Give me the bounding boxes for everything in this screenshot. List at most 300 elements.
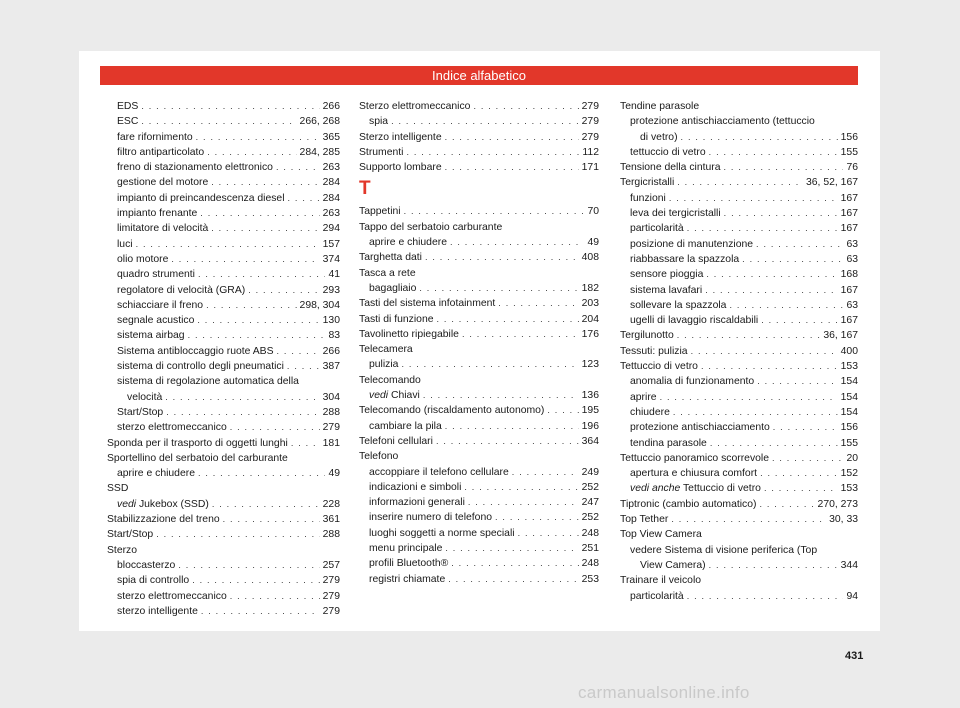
index-term-text: fare rifornimento <box>117 131 193 143</box>
index-term-text: Sponda per il trasporto di oggetti lunghi <box>107 437 288 449</box>
index-entry <box>620 374 858 389</box>
index-term-text: riabbassare la spazzola <box>630 253 740 265</box>
index-term <box>117 160 273 175</box>
index-page-ref: 83 <box>328 330 340 342</box>
watermark: carmanualsonline.info <box>578 683 750 702</box>
index-entry <box>107 237 340 252</box>
page-number: 431 <box>845 650 864 662</box>
index-page-ref: 155 <box>840 146 858 158</box>
index-term <box>117 191 285 206</box>
index-term-text: sistema lavafari <box>630 284 703 296</box>
index-term-text: funzioni <box>630 192 666 204</box>
dot-leader <box>706 267 837 282</box>
dot-leader <box>512 465 579 480</box>
index-entry <box>620 420 858 435</box>
index-entry <box>620 298 858 313</box>
index-page-ref: 279 <box>581 116 599 128</box>
index-entry <box>107 313 340 328</box>
index-term-text: inserire numero di telefono <box>369 512 493 524</box>
index-page-ref: 279 <box>322 605 340 617</box>
dot-leader <box>291 436 320 451</box>
index-page-ref: 30, 33 <box>829 514 858 526</box>
dot-leader <box>136 237 320 252</box>
index-entry <box>620 543 858 558</box>
index-term-text: Tappo del serbatoio carburante <box>359 221 503 233</box>
index-term-text: Tettuccio di vetro <box>682 483 761 495</box>
index-term-text: posizione di manutenzione <box>630 238 754 250</box>
dot-leader <box>178 558 319 573</box>
index-term <box>117 405 163 420</box>
index-entry <box>359 388 599 403</box>
index-page-ref: 251 <box>581 543 599 555</box>
index-term-text: Telefono <box>359 451 399 463</box>
index-page-ref: 288 <box>322 529 340 541</box>
index-term-text: Tensione della cintura <box>620 162 721 174</box>
dot-leader <box>448 572 578 587</box>
index-entry <box>107 543 340 558</box>
index-entry <box>620 497 858 512</box>
dot-leader <box>406 145 579 160</box>
index-term-text: Tergicristalli <box>620 177 675 189</box>
index-entry <box>620 99 858 114</box>
index-page-ref: 94 <box>846 590 858 602</box>
index-page-ref: 248 <box>581 527 599 539</box>
dot-leader <box>445 160 579 175</box>
index-term <box>630 374 754 389</box>
index-term <box>369 480 461 495</box>
index-term <box>117 466 195 481</box>
index-entry <box>359 145 599 160</box>
dot-leader <box>677 328 821 343</box>
index-entry <box>107 130 340 145</box>
dot-leader <box>498 296 578 311</box>
index-entry <box>359 220 599 235</box>
index-term <box>359 220 502 235</box>
index-term-text: Top Tether <box>620 514 669 526</box>
index-entry <box>620 283 858 298</box>
index-entry <box>620 191 858 206</box>
index-entry <box>359 235 599 250</box>
dot-leader <box>211 221 319 236</box>
index-term <box>369 235 447 250</box>
index-entry <box>620 114 858 129</box>
index-entry <box>359 312 599 327</box>
index-term <box>369 510 492 525</box>
index-entry <box>107 328 340 343</box>
index-page-ref: 279 <box>322 422 340 434</box>
dot-leader <box>756 237 843 252</box>
index-page-ref: 167 <box>840 315 858 327</box>
index-term <box>359 449 398 464</box>
index-entry <box>359 373 599 388</box>
index-term <box>359 250 422 265</box>
index-page-ref: 167 <box>840 223 858 235</box>
index-term-text: sistema airbag <box>117 330 185 342</box>
dot-leader <box>425 250 579 265</box>
dot-leader <box>277 344 320 359</box>
index-term <box>630 405 670 420</box>
index-entry <box>359 541 599 556</box>
index-term-text: Tavolinetto ripiegabile <box>359 328 459 340</box>
index-entry <box>359 160 599 175</box>
index-term <box>620 497 756 512</box>
index-entry <box>107 114 340 129</box>
dot-leader <box>724 206 838 221</box>
index-term-text: aprire e chiudere <box>117 468 195 480</box>
index-term-text: Sterzo <box>107 544 138 556</box>
index-term-text: sterzo intelligente <box>117 605 198 617</box>
dot-leader <box>677 175 803 190</box>
index-term-text: segnale acustico <box>117 315 195 327</box>
index-term <box>359 266 416 281</box>
index-term-text: limitatore di velocità <box>117 223 209 235</box>
dot-leader <box>437 312 579 327</box>
index-term <box>640 130 678 145</box>
index-entry <box>620 237 858 252</box>
index-term <box>359 130 442 145</box>
index-page-ref: 284 <box>322 192 340 204</box>
index-page-ref: 157 <box>322 238 340 250</box>
index-term <box>107 512 220 527</box>
dot-leader <box>230 589 320 604</box>
index-term <box>117 267 195 282</box>
index-term <box>630 267 703 282</box>
dot-leader <box>445 130 579 145</box>
index-term-text: gestione del motore <box>117 177 209 189</box>
dot-leader <box>671 512 826 527</box>
index-term <box>117 589 227 604</box>
index-term <box>369 465 509 480</box>
dot-leader <box>445 541 578 556</box>
index-entry <box>359 556 599 571</box>
index-entry <box>107 558 340 573</box>
index-entry <box>359 204 599 219</box>
index-page-ref: 156 <box>840 131 858 143</box>
index-term-text: indicazioni e simboli <box>369 481 462 493</box>
index-page-ref: 364 <box>581 435 599 447</box>
index-page-ref: 228 <box>322 498 340 510</box>
index-term <box>107 436 288 451</box>
index-term <box>359 145 403 160</box>
index-entry <box>359 465 599 480</box>
index-page-ref: 63 <box>846 253 858 265</box>
index-term <box>630 481 761 496</box>
index-page-ref: 279 <box>322 575 340 587</box>
index-entry <box>620 175 858 190</box>
index-page-ref: 49 <box>587 237 599 249</box>
index-term <box>117 573 189 588</box>
dot-leader <box>773 420 838 435</box>
index-entry <box>620 589 858 604</box>
index-term <box>117 604 198 619</box>
dot-leader <box>436 434 579 449</box>
index-page-ref: 123 <box>581 359 599 371</box>
index-page-ref: 263 <box>322 162 340 174</box>
index-entry <box>620 130 858 145</box>
index-term <box>369 526 515 541</box>
index-entry <box>107 420 340 435</box>
index-term <box>117 221 208 236</box>
dot-leader <box>165 390 319 405</box>
index-page-ref: 63 <box>846 238 858 250</box>
index-term <box>620 512 668 527</box>
index-column-3 <box>620 99 858 604</box>
dot-leader <box>450 235 584 250</box>
index-term <box>640 558 706 573</box>
index-term <box>359 296 495 311</box>
index-entry <box>359 99 599 114</box>
index-term-text: particolarità <box>630 590 684 602</box>
index-page-ref: 288 <box>322 406 340 418</box>
index-term <box>630 221 684 236</box>
index-term <box>107 481 128 496</box>
index-term <box>630 313 758 328</box>
index-page-ref: 167 <box>840 284 858 296</box>
index-term <box>630 466 757 481</box>
index-entry <box>107 267 340 282</box>
index-entry <box>359 114 599 129</box>
index-term-text: sistema di regolazione automatica della <box>117 376 299 388</box>
index-term <box>369 556 448 571</box>
index-entry <box>359 449 599 464</box>
index-term <box>359 327 459 342</box>
index-term <box>630 145 706 160</box>
index-term <box>369 495 465 510</box>
index-term-text: Telecamera <box>359 344 413 356</box>
index-page-ref: 247 <box>581 497 599 509</box>
index-term <box>117 313 194 328</box>
index-page-ref: 304 <box>322 391 340 403</box>
index-term-text: freno di stazionamento elettronico <box>117 162 273 174</box>
dot-leader <box>166 405 319 420</box>
index-see-reference: vedi <box>369 390 389 402</box>
index-page-ref: 168 <box>840 269 858 281</box>
index-term <box>620 328 674 343</box>
index-term-text: Sterzo elettromeccanico <box>359 101 471 112</box>
index-entry <box>359 266 599 281</box>
index-page-ref: 167 <box>840 208 858 220</box>
index-entry <box>359 281 599 296</box>
index-page-ref: 171 <box>581 162 599 174</box>
dot-leader <box>207 145 296 160</box>
index-entry <box>107 497 340 512</box>
index-term <box>369 388 420 403</box>
index-term-text: Tergilunotto <box>620 330 674 342</box>
index-entry <box>620 558 858 573</box>
index-term <box>369 281 416 296</box>
dot-leader <box>196 130 320 145</box>
dot-leader <box>288 191 320 206</box>
index-term-text: Telecomando <box>359 374 421 386</box>
dot-leader <box>729 298 843 313</box>
dot-leader <box>401 357 578 372</box>
index-term <box>117 298 203 313</box>
index-term-text: Trainare il veicolo <box>620 575 702 587</box>
index-page-ref: 195 <box>581 405 599 417</box>
index-page-ref: 154 <box>840 406 858 418</box>
dot-leader <box>495 510 579 525</box>
index-entry <box>107 527 340 542</box>
index-term <box>620 359 698 374</box>
dot-leader <box>660 390 838 405</box>
index-entry <box>107 298 340 313</box>
index-term <box>620 573 701 588</box>
index-term-text: Tiptronic (cambio automatico) <box>620 498 757 510</box>
index-term-text: Tappetini <box>359 206 401 218</box>
index-term-text: ESC <box>117 116 139 128</box>
index-entry <box>107 206 340 221</box>
index-entry <box>107 573 340 588</box>
index-term-text: informazioni generali <box>369 497 465 509</box>
index-page-ref: 408 <box>581 252 599 264</box>
dot-leader <box>206 298 296 313</box>
index-term <box>369 114 388 129</box>
index-entry <box>620 328 858 343</box>
index-entry <box>620 573 858 588</box>
index-entry <box>620 160 858 175</box>
index-entry <box>107 512 340 527</box>
index-term-text: spia <box>369 116 389 128</box>
index-entry <box>620 405 858 420</box>
index-entry <box>359 510 599 525</box>
index-term-text: Telefoni cellulari <box>359 435 433 447</box>
index-term-text: filtro antiparticolato <box>117 146 205 158</box>
index-term <box>369 357 398 372</box>
index-page-ref: 167 <box>840 192 858 204</box>
index-term <box>620 344 688 359</box>
index-term <box>630 252 739 267</box>
index-term <box>369 541 442 556</box>
index-entry <box>620 145 858 160</box>
index-term-text: tendina parasole <box>630 437 707 449</box>
index-entry <box>107 359 340 374</box>
index-term <box>620 527 702 542</box>
index-term-text: impianto di preincandescenza diesel <box>117 192 285 204</box>
index-term-text: anomalia di funzionamento <box>630 376 755 388</box>
index-term-text: Targhetta dati <box>359 252 422 264</box>
index-page-ref: 279 <box>581 101 599 112</box>
index-term-text: olio motore <box>117 253 169 265</box>
index-page-ref: 154 <box>840 376 858 388</box>
index-term-text: aprire e chiudere <box>369 237 447 249</box>
index-page-ref: 249 <box>581 466 599 478</box>
dot-leader <box>201 604 320 619</box>
index-page-ref: 153 <box>840 483 858 495</box>
dot-leader <box>391 114 579 129</box>
index-entry <box>107 589 340 604</box>
index-term <box>620 99 699 114</box>
index-term <box>117 175 208 190</box>
index-entry <box>359 250 599 265</box>
index-page-ref: 196 <box>581 420 599 432</box>
index-term-text: Telecomando (riscaldamento autonomo) <box>359 405 545 417</box>
index-entry <box>359 130 599 145</box>
index-term-text: Top View Camera <box>620 529 702 541</box>
dot-leader <box>462 327 579 342</box>
index-term-text: SSD <box>107 483 129 495</box>
index-term <box>630 191 666 206</box>
index-entry <box>620 390 858 405</box>
index-page-ref: 365 <box>322 131 340 143</box>
index-entry <box>107 99 340 114</box>
index-term-text: EDS <box>117 101 139 112</box>
dot-leader <box>197 313 319 328</box>
index-term-text: bagagliaio <box>369 282 417 294</box>
index-term-text: pulizia <box>369 359 399 371</box>
index-entry <box>107 191 340 206</box>
index-term <box>630 283 702 298</box>
dot-leader <box>759 497 814 512</box>
index-term-text: View Camera) <box>640 559 706 571</box>
index-term <box>127 390 162 405</box>
index-term <box>117 237 133 252</box>
index-term-text: registri chiamate <box>369 573 446 585</box>
index-page-ref: 112 <box>582 146 599 158</box>
index-entry <box>107 466 340 481</box>
index-entry <box>620 252 858 267</box>
index-entry <box>359 342 599 357</box>
index-entry <box>620 206 858 221</box>
index-entry <box>359 495 599 510</box>
index-column-1 <box>107 99 340 619</box>
index-entry <box>107 252 340 267</box>
index-page-ref: 156 <box>840 422 858 434</box>
index-page-ref: 361 <box>322 514 340 526</box>
index-term-text: Sportellino del serbatoio del carburante <box>107 452 288 464</box>
index-page-ref: 136 <box>581 390 599 402</box>
index-page-ref: 182 <box>581 282 599 294</box>
index-term-text: luci <box>117 238 133 250</box>
index-term <box>107 543 137 558</box>
dot-leader <box>673 405 838 420</box>
index-page-ref: 270, 273 <box>817 498 858 510</box>
dot-leader <box>287 359 320 374</box>
index-term <box>359 312 434 327</box>
index-entry <box>620 267 858 282</box>
dot-leader <box>757 374 837 389</box>
index-entry <box>359 327 599 342</box>
index-page-ref: 204 <box>581 313 599 325</box>
index-term-text: Sistema antibloccaggio ruote ABS <box>117 345 274 357</box>
index-page-ref: 374 <box>322 253 340 265</box>
index-term-text: Tasca a rete <box>359 267 416 279</box>
index-page-ref: 181 <box>322 437 340 449</box>
index-term <box>359 373 421 388</box>
index-term-text: Stabilizzazione del treno <box>107 514 220 526</box>
index-term <box>117 420 227 435</box>
index-term <box>117 206 197 221</box>
dot-leader <box>451 556 578 571</box>
index-term-text: tettuccio di vetro <box>630 146 706 158</box>
index-term-text: sterzo elettromeccanico <box>117 422 227 434</box>
index-page-ref: 257 <box>322 559 340 571</box>
dot-leader <box>230 420 320 435</box>
index-page-ref: 293 <box>322 284 340 296</box>
dot-leader <box>419 281 578 296</box>
dot-leader <box>518 526 579 541</box>
index-term-text: sollevare la spazzola <box>630 299 727 311</box>
index-term <box>630 237 753 252</box>
index-term-text: Jukebox (SSD) <box>138 498 209 510</box>
index-term-text: protezione antischiacciamento <box>630 422 770 434</box>
index-entry <box>359 434 599 449</box>
index-page-ref: 252 <box>581 512 599 524</box>
index-term-text: velocità <box>127 391 163 403</box>
index-entry <box>620 344 858 359</box>
index-term <box>117 374 299 389</box>
index-term <box>630 436 707 451</box>
dot-leader <box>445 419 579 434</box>
